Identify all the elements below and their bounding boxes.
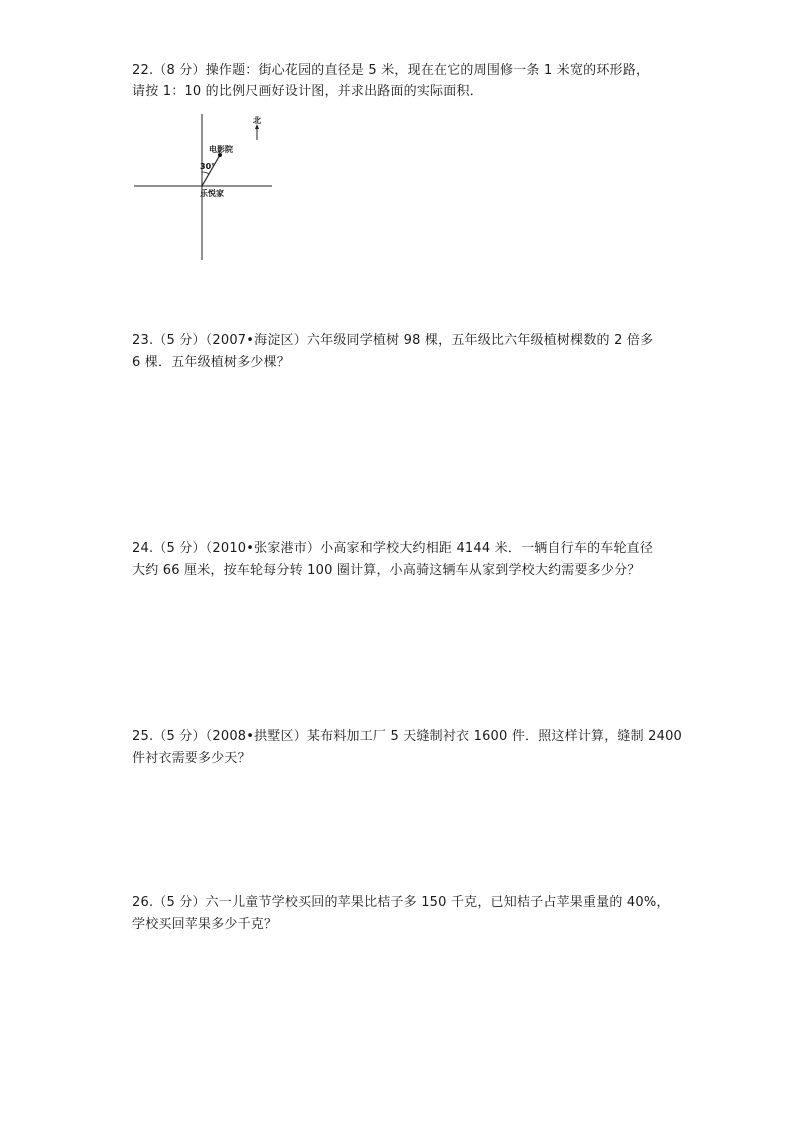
question-text-line: 24.（5 分）（2010•张家港市）小高家和学校大约相距 4144 米．一辆自行车的车轮直径 (132, 541, 654, 556)
direction-diagram (130, 112, 275, 262)
question-text-line: 26.（5 分）六一儿童节学校买回的苹果比桔子多 150 千克，已知桔子占苹果重量的 40%， (132, 895, 670, 910)
home-label: 乐悦家 (200, 189, 224, 198)
angle-arc (202, 172, 209, 174)
question-text-line: 6 棵．五年级植树多少棵？ (132, 355, 291, 370)
cinema-label: 电影院 (209, 145, 233, 154)
north-label: 北 (253, 116, 261, 125)
question-text-line: 25.（5 分）（2008•拱墅区）某布料加工厂 5 天缝制衬衣 1600 件．照这样计算，缝制 2400 (132, 729, 683, 744)
question-text-line: 请按 1：10 的比例尺画好设计图，并求出路面的实际面积． (132, 84, 483, 99)
question-text-line: 学校买回苹果多少千克？ (132, 917, 278, 932)
angle-label: 30° (200, 162, 216, 171)
question-text-line: 22.（8 分）操作题：街心花园的直径是 5 米，现在在它的周围修一条 1 米宽的环形路， (132, 63, 650, 78)
question-text-line: 件衬衣需要多少天？ (132, 751, 251, 766)
question-text-line: 大约 66 厘米，按车轮每分转 100 圈计算，小高骑这辆车从家到学校大约需要多少分？ (132, 563, 641, 578)
question-text-line: 23.（5 分）（2007•海淀区）六年级同学植树 98 棵，五年级比六年级植树棵数的 2 倍多 (132, 333, 654, 348)
